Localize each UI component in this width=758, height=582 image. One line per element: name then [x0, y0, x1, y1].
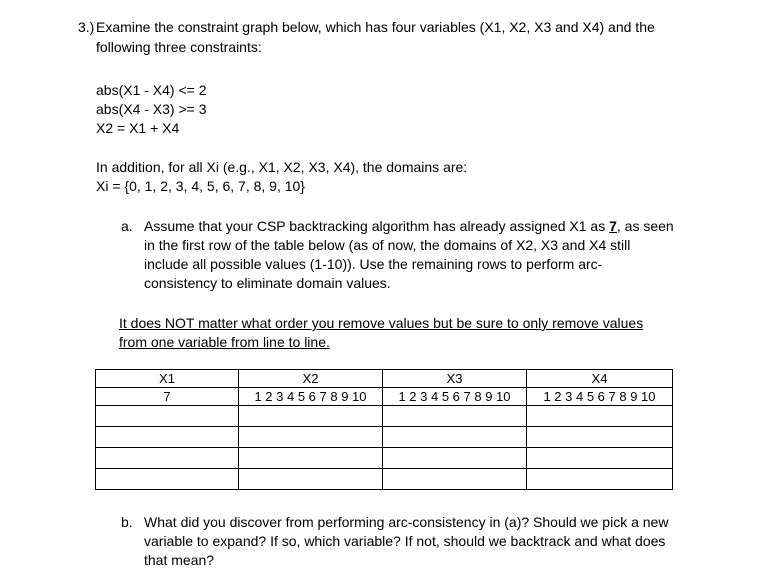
header-x1: X1 — [96, 370, 239, 388]
table-cell[interactable] — [383, 448, 527, 469]
note-line-2: from one variable from line to line. — [119, 334, 330, 350]
table-cell[interactable] — [527, 406, 673, 427]
table-cell[interactable] — [96, 469, 239, 490]
table-row[interactable] — [96, 427, 673, 448]
constraint-3: X2 = X1 + X4 — [96, 120, 180, 136]
constraint-1: abs(X1 - X4) <= 2 — [96, 82, 207, 98]
table-row — [96, 388, 673, 406]
table-cell[interactable] — [383, 469, 527, 490]
table-row[interactable] — [96, 448, 673, 469]
part-a-line-4: consistency to eliminate domain values. — [144, 275, 391, 291]
question-intro-line-1: Examine the constraint graph below, which has four variables (X1, X2, X3 and X4) and the — [96, 19, 655, 35]
table-cell[interactable] — [527, 448, 673, 469]
table-row[interactable] — [96, 406, 673, 427]
table-cell: 1 2 3 4 5 6 7 8 9 10 — [239, 388, 383, 406]
part-a-line-1-post: , as seen — [616, 218, 674, 234]
constraint-2: abs(X4 - X3) >= 3 — [96, 101, 207, 117]
part-b-line-1: What did you discover from performing arc-consistency in (a)? Should we pick a new — [144, 514, 669, 530]
header-x2: X2 — [239, 370, 383, 388]
header-x3: X3 — [383, 370, 527, 388]
domain-definition: Xi = {0, 1, 2, 3, 4, 5, 6, 7, 8, 9, 10} — [96, 178, 305, 194]
part-a-line-1 — [144, 216, 674, 236]
table-cell[interactable] — [527, 427, 673, 448]
table-cell[interactable] — [96, 406, 239, 427]
table-cell[interactable] — [239, 448, 383, 469]
part-b-line-2: variable to expand? If so, which variable? If not, should we backtrack and what does — [144, 533, 666, 549]
part-a-line-1-pre: Assume that your CSP backtracking algorithm has already assigned X1 as — [144, 218, 610, 234]
part-a-label: a. — [121, 218, 133, 234]
table-cell[interactable] — [527, 469, 673, 490]
table-cell: 7 — [96, 388, 239, 406]
table-cell[interactable] — [383, 427, 527, 448]
table-row[interactable] — [96, 469, 673, 490]
domain-table — [95, 369, 673, 490]
header-x4: X4 — [527, 370, 673, 388]
table-header-row — [96, 370, 673, 388]
table-cell: 1 2 3 4 5 6 7 8 9 10 — [527, 388, 673, 406]
table-cell[interactable] — [239, 427, 383, 448]
table-cell[interactable] — [383, 406, 527, 427]
table-cell[interactable] — [96, 448, 239, 469]
part-b-label: b. — [121, 514, 133, 530]
table-cell[interactable] — [239, 406, 383, 427]
table-cell[interactable] — [96, 427, 239, 448]
note-line-1: It does NOT matter what order you remove values but be sure to only remove values — [119, 315, 644, 331]
table-cell: 1 2 3 4 5 6 7 8 9 10 — [383, 388, 527, 406]
table-cell[interactable] — [239, 469, 383, 490]
part-a-line-3: include all possible values (1-10)). Use the remaining rows to perform arc- — [144, 256, 603, 272]
question-number: 3.) — [78, 19, 95, 35]
question-intro-line-2: following three constraints: — [96, 39, 262, 55]
domain-intro: In addition, for all Xi (e.g., X1, X2, X3, X4), the domains are: — [96, 159, 468, 175]
assigned-value: 7 — [609, 218, 617, 234]
part-b-line-3: that mean? — [144, 552, 215, 568]
part-a-line-2: in the first row of the table below (as of now, the domains of X2, X3 and X4 still — [144, 237, 631, 253]
